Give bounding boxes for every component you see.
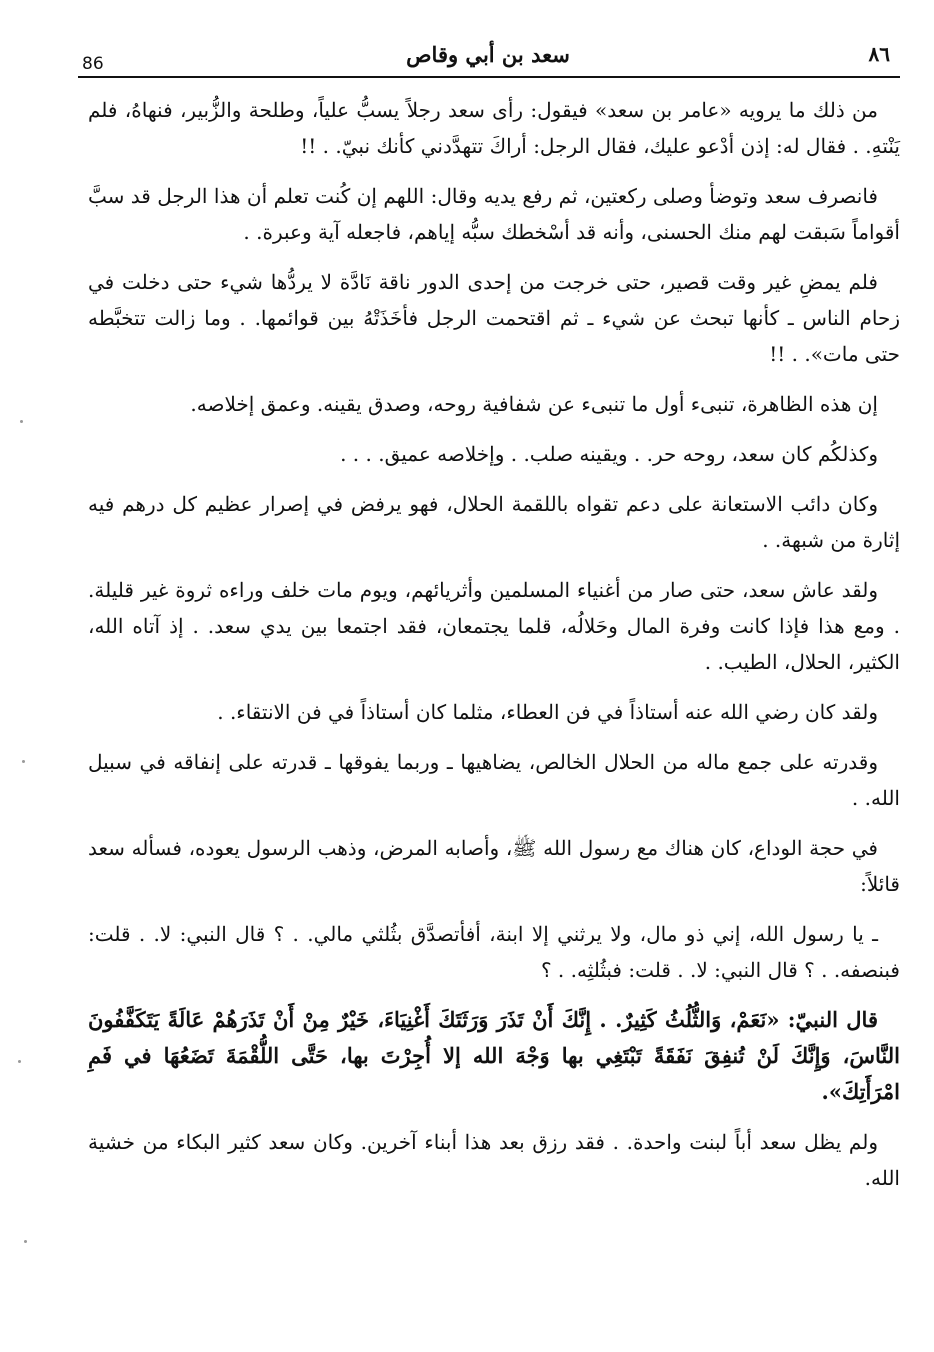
- scan-speck: [24, 1240, 27, 1243]
- paragraph: وقدرته على جمع ماله من الحلال الخالص، يضاهيها ـ وربما يفوقها ـ قدرته على إنفاقه في سبيل الله. .: [88, 750, 900, 810]
- paragraph: ولم يظل سعد أباً لبنت واحدة. . فقد رزق بعد هذا أبناء آخرين. وكان سعد كثير البكاء من خشية الله.: [88, 1130, 900, 1190]
- body-text: [88, 92, 900, 1210]
- page-number-arabic: ٨٦: [868, 42, 890, 66]
- paragraph: في حجة الوداع، كان هناك مع رسول الله ﷺ، وأصابه المرض، وذهب الرسول يعوده، فسأله سعد قائلاً:: [88, 836, 900, 896]
- page-number-latin: 86: [82, 54, 104, 74]
- scan-speck: [22, 760, 25, 763]
- paragraph: ـ يا رسول الله، إني ذو مال، ولا يرثني إلا ابنة، أفأتصدَّق بثُلثي مالي. . ؟ قال النبي: لا. . قلت: فبنصفه. . ؟ قال النبي: لا. . قلت: فبثُلثِه. . ؟: [88, 922, 900, 982]
- scan-speck: [20, 420, 23, 423]
- hadith-paragraph: قال النبيّ: «نَعَمْ، وَالثُّلُثُ كَثِيرٌ. . إِنَّكَ أَنْ تَذَرَ وَرَثَتَكَ أَغْنِيَاءَ، خَيْرٌ مِنْ أَنْ تَذَرَهُمْ عَالَةً يَتَكَفَّفُونَ النَّاسَ، وَإِنَّكَ لَنْ تُنفِقَ نَفَقَةً تَبْتَغِي بها وَجْهَ الله إلا أُجِرْتَ بها، حَتَّى اللُّقْمَةَ تَضَعُهَا في فَمِ امْرَأَتِكَ».: [88, 1007, 900, 1104]
- scan-speck: [18, 1060, 21, 1063]
- paragraph: وكان دائب الاستعانة على دعم تقواه باللقمة الحلال، فهو يرفض في إصرار عظيم كل درهم فيه إثارة من شبهة. .: [88, 492, 900, 552]
- header-rule: [78, 76, 900, 78]
- paragraph: ولقد كان رضي الله عنه أستاذاً في فن العطاء، مثلما كان أستاذاً في فن الانتقاء. .: [217, 700, 878, 724]
- paragraph: فلم يمضِ غير وقت قصير، حتى خرجت من إحدى الدور ناقة نَادَّة لا يردُّها شيء حتى دخلت في زحام الناس ـ كأنها تبحث عن شيء ـ ثم اقتحمت الرجل فأخَذَتْهُ بين قوائمها. . وما زالت تتخبَّطه حتى مات». . !!: [88, 270, 900, 366]
- paragraph: ولقد عاش سعد، حتى صار من أغنياء المسلمين وأثريائهم، ويوم مات خلف وراءه ثروة غير قليلة. . ومع هذا فإذا كانت وفرة المال وحَلالُه، قلما يجتمعان، فقد اجتمعا بين يدي سعد. . إذ آتاه الله، الكثير، الحلال، الطيب. .: [88, 578, 900, 674]
- paragraph: وكذلكُم كان سعد، روحه حر. . ويقينه صلب. . وإخلاصه عميق. . . .: [340, 442, 878, 466]
- paragraph: إن هذه الظاهرة، تنبىء أول ما تنبىء عن شفافية روحه، وصدق يقينه. وعمق إخلاصه.: [190, 392, 878, 416]
- paragraph: من ذلك ما يرويه «عامر بن سعد» فيقول: رأى سعد رجلاً يسبُّ علياً، وطلحة والزُّبير، فنهاهُ، فلم يَنْتهِ. . فقال له: إذن أدْعو عليك، فقال الرجل: أراكَ تتهدَّدني كأنك نبيّ. . !!: [88, 98, 900, 158]
- paragraph: فانصرف سعد وتوضأ وصلى ركعتين، ثم رفع يديه وقال: اللهم إن كُنت تعلم أن هذا الرجل قد سبَّ أقواماً سَبقت لهم منك الحسنى، وأنه قد أسْخطك سبُّه إياهم، فاجعله آية وعبرة. .: [88, 184, 900, 244]
- running-title: سعد بن أبي وقاص: [406, 42, 570, 67]
- page-header: [78, 36, 898, 76]
